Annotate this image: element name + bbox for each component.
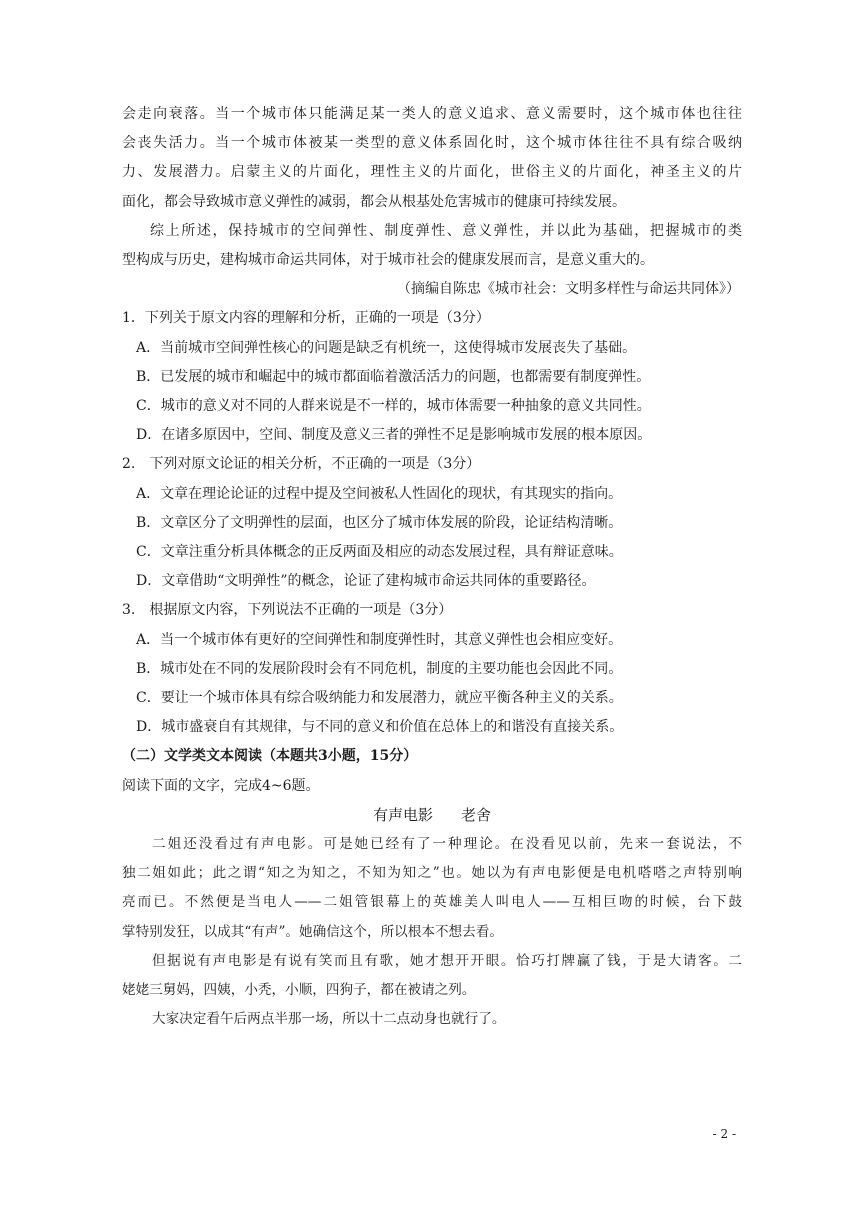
page-content (122, 100, 742, 1035)
text-line: 姥姥三舅妈，四姨，小秃，小顺，四狗子，都在被请之列。 (122, 982, 476, 999)
story-paragraph-2 (122, 947, 742, 1005)
story-paragraph-3: 大家决定看午后两点半那一场，所以十二点动身也就行了。 (152, 1011, 506, 1028)
story-author: 老舍 (461, 805, 492, 824)
option-d: D．城市盛衰自有其规律，与不同的意义和价值在总体上的和谐没有直接关系。 (136, 719, 624, 736)
source-citation: （摘编自陈忠《城市社会：文明多样性与命运共同体》） (397, 281, 740, 298)
summary-paragraph (122, 217, 742, 275)
option-c: C．城市的意义对不同的人群来说是不一样的，城市体需要一种抽象的意义共同性。 (136, 398, 651, 415)
question-1 (122, 304, 742, 450)
option-d: D．文章借助“文明弹性”的概念，论证了建构城市命运共同体的重要路径。 (136, 573, 596, 590)
story-heading (122, 801, 742, 830)
option-b: B．城市处在不同的发展阶段时会有不同危机，制度的主要功能也会因此不同。 (136, 660, 623, 677)
text-line: 综上所述，保持城市的空间弹性、制度弹性、意义弹性，并以此为基础，把握城市的类 (150, 222, 742, 239)
question-stem: 2. 下列对原文论证的相关分析，不正确的一项是（3分） (122, 456, 481, 473)
page-number: - 2 - (712, 1127, 736, 1141)
text-line: 但据说有声电影是有说有笑而且有歌，她才想开开眼。恰巧打牌赢了钱，于是大请客。二 (152, 952, 742, 969)
option-c: C．文章注重分析具体概念的正反两面及相应的动态发展过程，具有辩证意味。 (136, 544, 623, 561)
option-b: B．文章区分了文明弹性的层面，也区分了城市体发展的阶段，论证结构清晰。 (136, 514, 623, 531)
text-line: 面化，都会导致城市意义弹性的减弱，都会从根基处危害城市的健康可持续发展。 (122, 193, 626, 210)
reading-instruction: 阅读下面的文字，完成4~6题。 (122, 777, 320, 794)
section-heading: （二）文学类文本阅读（本题共3小题，15分） (122, 748, 418, 765)
story-paragraph-1 (122, 830, 742, 947)
story-title: 有声电影 (372, 805, 433, 824)
text-line: 掌特别发狂，以成其“有声”。她确信这个，所以根本不想去看。 (122, 923, 503, 940)
option-a: A．当一个城市体有更好的空间弹性和制度弹性时，其意义弹性也会相应变好。 (136, 631, 623, 648)
question-2 (122, 450, 742, 596)
text-line: 会丧失活力。当一个城市体被某一类型的意义体系固化时，这个城市体往往不具有综合吸纳 (122, 135, 742, 152)
option-a: A．文章在理论论证的过程中提及空间被私人性固化的现状，有其现实的指向。 (136, 485, 623, 502)
text-line: 会走向衰落。当一个城市体只能满足某一类人的意义追求、意义需要时，这个城市体也往往 (122, 106, 742, 122)
passage-end (122, 100, 742, 217)
option-b: B．已发展的城市和崛起中的城市都面临着激活活力的问题，也都需要有制度弹性。 (136, 368, 651, 385)
text-line: 亮而已。不然便是当电人——二姐管银幕上的英雄美人叫电人——互相巨吻的时候，台下鼓 (122, 894, 742, 911)
text-line: 型构成与历史，建构城市命运共同体，对于城市社会的健康发展而言，是意义重大的。 (122, 252, 654, 269)
option-a: A．当前城市空间弹性核心的问题是缺乏有机统一，这使得城市发展丧失了基础。 (136, 339, 637, 356)
question-stem: 3. 根据原文内容，下列说法不正确的一项是（3分） (122, 602, 453, 619)
option-d: D．在诸多原因中，空间、制度及意义三者的弹性不足是影响城市发展的根本原因。 (136, 427, 652, 444)
text-line: 力、发展潜力。启蒙主义的片面化，理性主义的片面化，世俗主义的片面化，神圣主义的片 (122, 164, 742, 181)
text-line: 二姐还没看过有声电影。可是她已经有了一种理论。在没看见以前，先来一套说法，不 (152, 836, 742, 853)
question-3 (122, 596, 742, 742)
question-stem: 1．下列关于原文内容的理解和分析，正确的一项是（3分） (122, 310, 490, 327)
option-c: C．要让一个城市体具有综合吸纳能力和发展潜力，就应平衡各种主义的关系。 (136, 690, 623, 707)
text-line: 独二姐如此；此之谓“知之为知之，不知为知之”也。她以为有声电影便是电机嗒嗒之声特别响 (122, 865, 742, 882)
